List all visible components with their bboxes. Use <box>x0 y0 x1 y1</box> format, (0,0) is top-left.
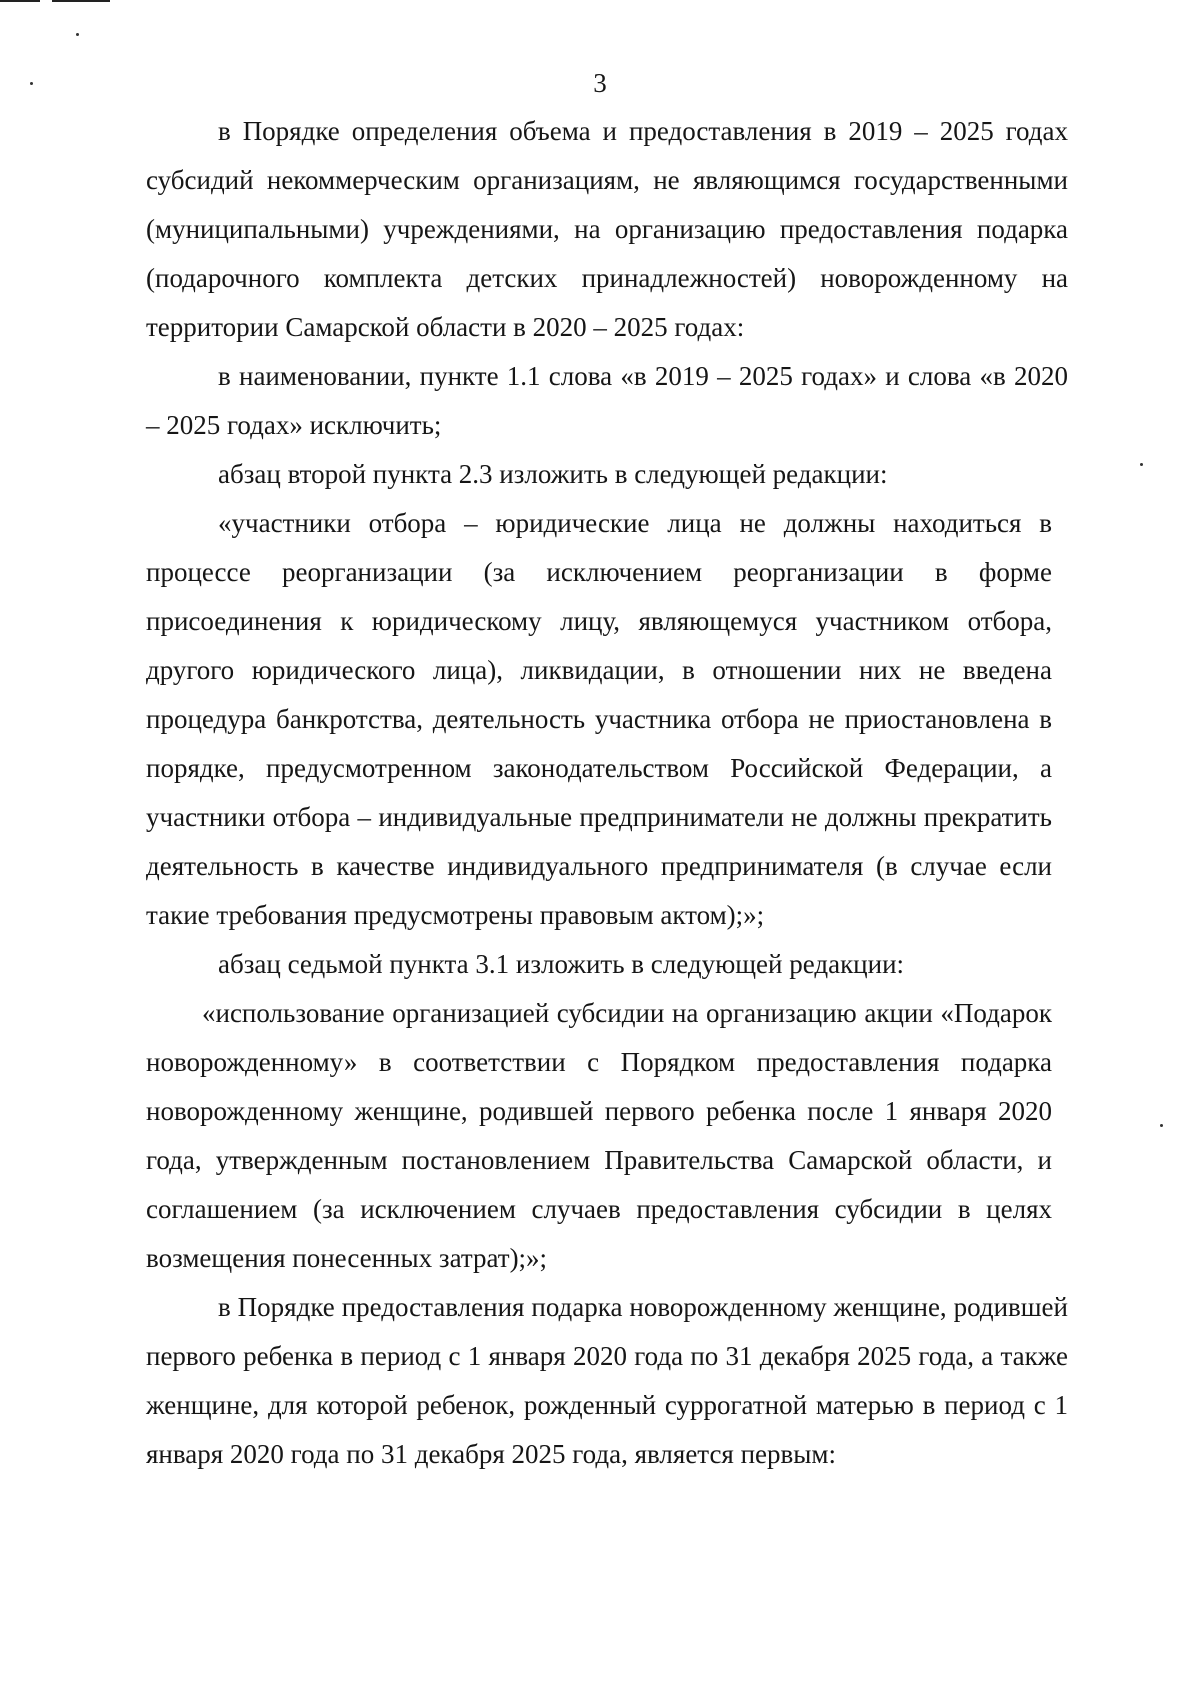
scan-speck <box>1160 1124 1163 1127</box>
scan-edge-mark <box>0 0 40 2</box>
scan-speck <box>1140 463 1143 466</box>
paragraph-clause-3-1-text: «использование организацией субсидии на организацию акции «Подарок новорожденному» в соответствии с Порядком предоставления подарка новорожденному женщине, родившей первого ребенка после 1 января 2020 года, утвержденным постановлением Правительства Самарской области, и соглашением (за исключением случаев предоставления субсидии в целях возмещения понесенных затрат);»; <box>146 998 1052 1273</box>
page-number: 3 <box>593 68 607 98</box>
paragraph-order-subsidies-intro: в Порядке определения объема и предоставления в 2019 – 2025 годах субсидий некоммерческим организациям, не являющимся государственными (муниципальными) учреждениями, на организацию предоставления подарка (подарочного комплекта детских принадлежностей) новорожденному на территории Самарской области в 2020 – 2025 годах: <box>146 116 1068 342</box>
document-body <box>146 107 1068 1479</box>
paragraph-clause-3-1-intro: абзац седьмой пункта 3.1 изложить в следующей редакции: <box>218 949 905 979</box>
scan-edge-mark <box>52 0 110 2</box>
paragraph-clause-2-3-text: «участники отбора – юридические лица не должны находиться в процессе реорганизации (за исключением реорганизации в форме присоединения к юридическому лицу, являющемуся участником отбора, другого юридического лица), ликвидации, в отношении них не введена процедура банкротства, деятельность участника отбора не приостановлена в порядке, предусмотренном законодательством Российской Федерации, а участники отбора – индивидуальные предприниматели не должны прекратить деятельность в качестве индивидуального предпринимателя (в случае если такие требования предусмотрены правовым актом);»; <box>146 508 1052 930</box>
paragraph-clause-2-3-intro: абзац второй пункта 2.3 изложить в следующей редакции: <box>218 459 888 489</box>
paragraph-name-clause-1-1: в наименовании, пункте 1.1 слова «в 2019 – 2025 годах» и слова «в 2020 – 2025 годах» исключить; <box>146 361 1068 440</box>
paragraph-gift-order-intro: в Порядке предоставления подарка новорожденному женщине, родившей первого ребенка в период с 1 января 2020 года по 31 декабря 2025 года, а также женщине, для которой ребенок, рожденный суррогатной матерью в период с 1 января 2020 года по 31 декабря 2025 года, является первым: <box>146 1292 1068 1469</box>
scan-speck <box>76 33 79 36</box>
